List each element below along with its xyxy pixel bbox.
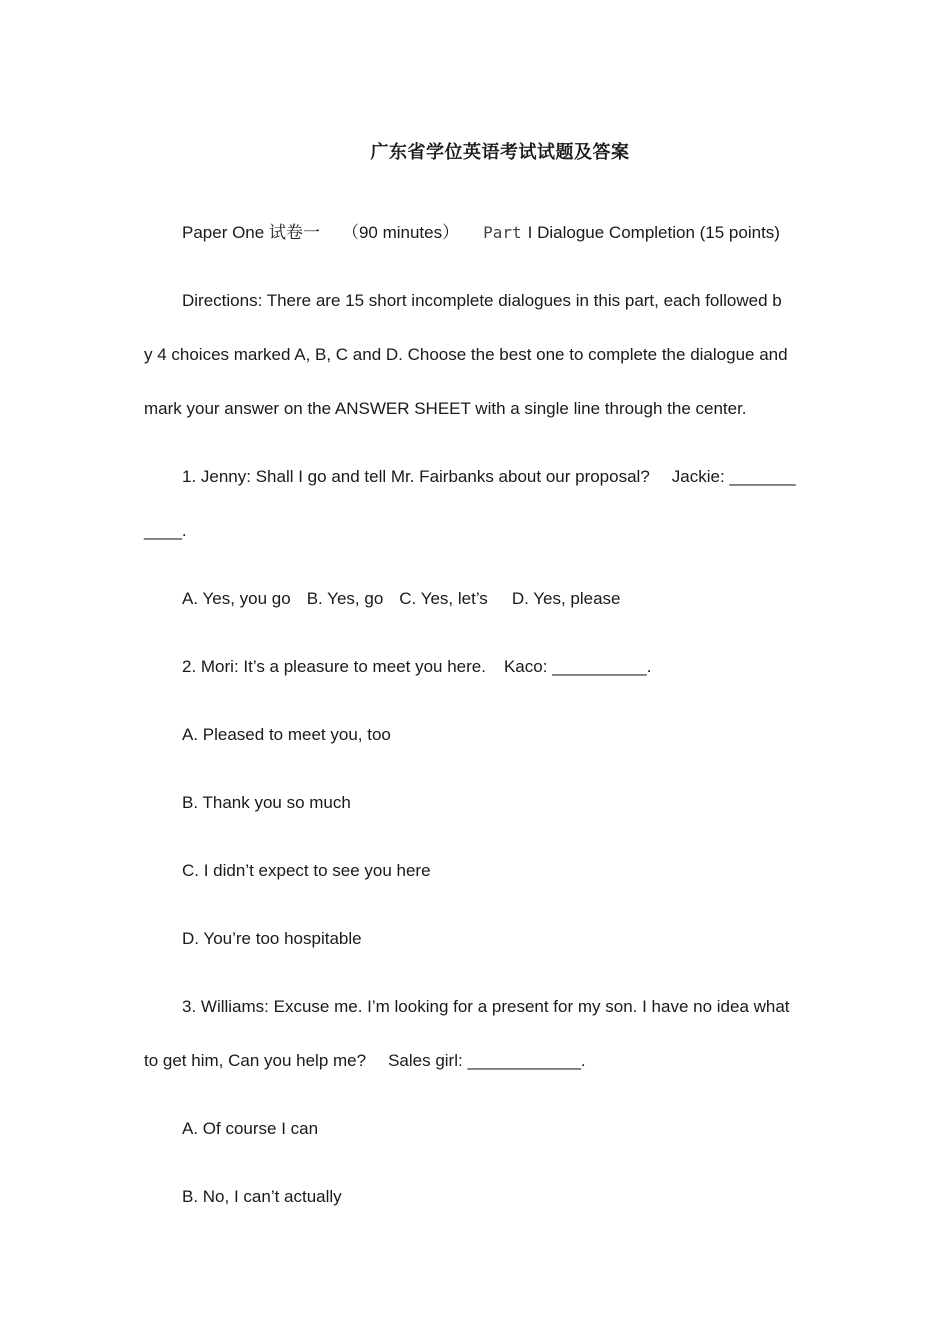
document-title: 广东省学位英语考试试题及答案: [370, 142, 630, 163]
question-1: [182, 465, 796, 489]
directions-line-1: Directions: There are 15 short incomplete dialogues in this part, each followed b: [182, 291, 782, 310]
paper-header: [182, 221, 780, 245]
question-1-prompt: 1. Jenny: Shall I go and tell Mr. Fairbanks about our proposal?: [182, 467, 650, 486]
paper-label: Paper One 试卷一: [182, 223, 320, 242]
part-title: I Dialogue Completion (15 points): [527, 223, 780, 242]
directions-line-3: mark your answer on the ANSWER SHEET with a single line through the center.: [144, 399, 747, 418]
question-2-option-a: A. Pleased to meet you, too: [182, 725, 391, 744]
question-2-option-c: C. I didn’t expect to see you here: [182, 861, 431, 880]
question-3-option-b: B. No, I can’t actually: [182, 1187, 342, 1206]
option-a: A. Yes, you go: [182, 589, 291, 608]
part-label: Part: [483, 223, 522, 242]
option-c: C. Yes, let’s: [399, 589, 488, 608]
question-3-line-1: 3. Williams: Excuse me. I’m looking for a present for my son. I have no idea what: [182, 997, 790, 1016]
question-3-line-2: [144, 1049, 586, 1073]
option-d: D. Yes, please: [511, 589, 621, 608]
question-3-prompt: to get him, Can you help me?: [144, 1051, 367, 1070]
question-1-options: [182, 587, 621, 611]
question-1-continuation: ____.: [144, 521, 187, 540]
paper-time: （90 minutes）: [341, 223, 460, 242]
option-b: B. Yes, go: [306, 589, 384, 608]
question-2-answer-blank: Kaco: __________.: [503, 657, 652, 676]
question-3-option-a: A. Of course I can: [182, 1119, 319, 1138]
question-2-prompt: 2. Mori: It’s a pleasure to meet you here.: [182, 657, 486, 676]
directions-line-2: y 4 choices marked A, B, C and D. Choose the best one to complete the dialogue and: [144, 345, 788, 364]
question-2-option-d: D. You’re too hospitable: [182, 929, 362, 948]
question-2-option-b: B. Thank you so much: [182, 793, 351, 812]
question-2: [182, 655, 651, 679]
question-1-answer-blank: Jackie: _______: [671, 467, 796, 486]
question-3-answer-blank: Sales girl: ____________.: [388, 1051, 586, 1070]
